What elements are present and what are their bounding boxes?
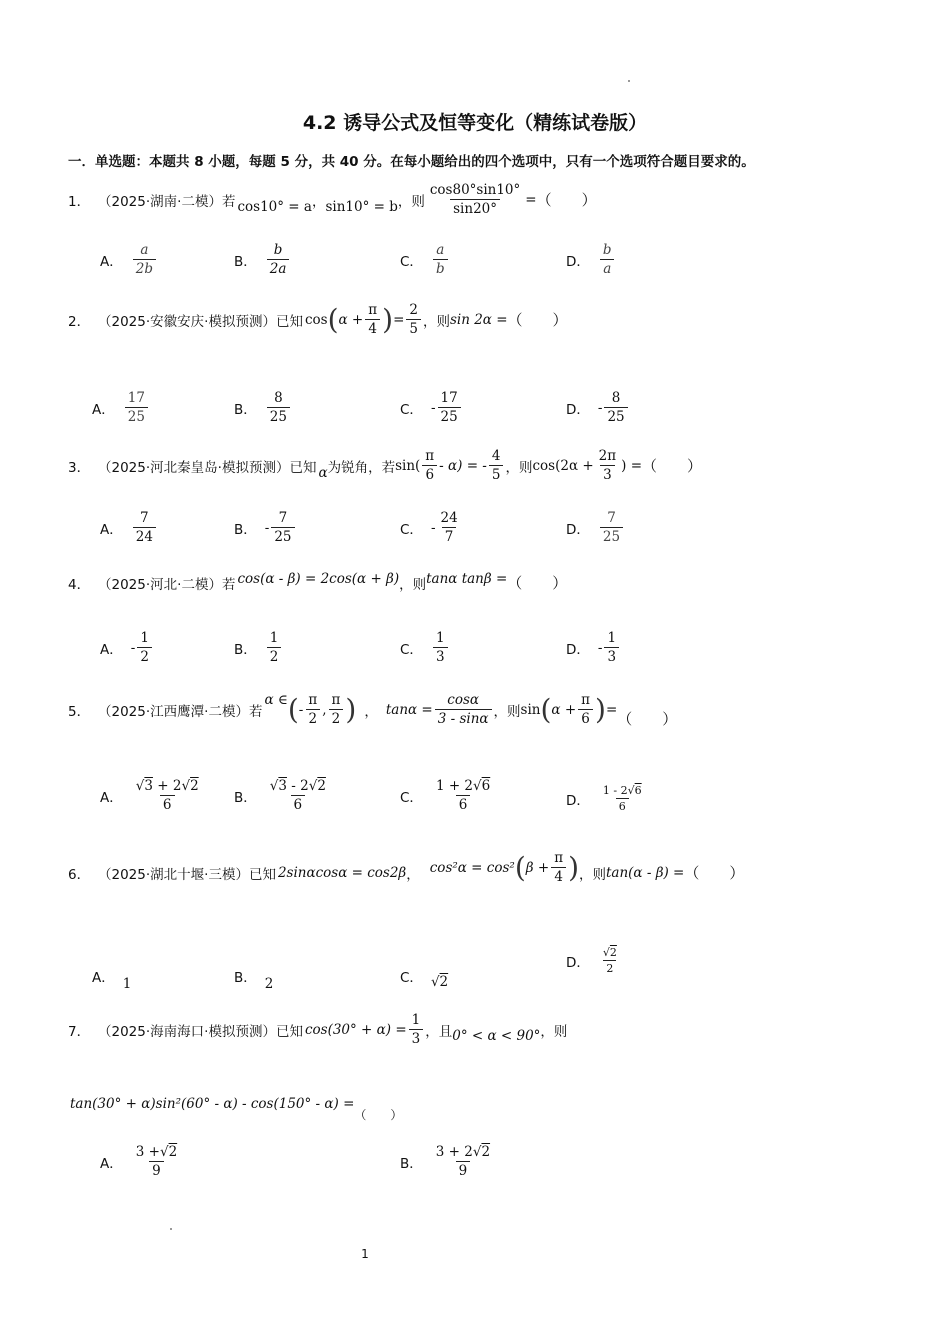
option-label: B． xyxy=(234,401,257,418)
denominator: 3 - sinα xyxy=(435,709,492,727)
denominator: 6 xyxy=(456,795,471,813)
page-title: 4.2 诱导公式及恒等变化（精练试卷版） xyxy=(302,112,648,134)
option-label: A． xyxy=(92,970,115,986)
pi-fraction xyxy=(422,448,437,483)
option-d[interactable] xyxy=(566,510,625,545)
minus-sign: - xyxy=(597,639,603,656)
pi-fraction xyxy=(578,692,593,727)
left-paren: ( xyxy=(540,692,552,726)
option-label: C． xyxy=(400,253,423,270)
answer-blank: （ ） xyxy=(354,1108,403,1122)
denominator: 2 xyxy=(603,960,616,975)
denominator: 5 xyxy=(406,319,421,337)
prefix: 1 + 2 xyxy=(435,778,474,794)
left-paren: ( xyxy=(287,692,299,726)
inner-term: α + xyxy=(338,311,364,328)
numerator: 1 - 2√6 xyxy=(602,784,642,797)
radicand: 2 xyxy=(439,974,449,990)
option-fraction xyxy=(600,946,620,975)
option-fraction xyxy=(433,630,448,665)
minus-sign: - xyxy=(264,519,270,536)
denominator: 25 xyxy=(438,407,461,425)
question-source: （2025·河北秦皇岛·模拟预测）已知 xyxy=(98,459,317,476)
tan-lhs: tanα = xyxy=(385,701,433,718)
option-a[interactable] xyxy=(100,630,154,665)
option-label: C． xyxy=(400,521,423,538)
then-text: ，则 xyxy=(422,313,450,330)
question-number: 2． xyxy=(68,313,91,330)
speck-mark xyxy=(170,1228,172,1230)
option-label: B． xyxy=(234,789,257,806)
option-label: D． xyxy=(566,792,590,809)
numerator: 2 xyxy=(409,302,418,318)
question-7-expression xyxy=(70,1084,402,1123)
tan-expression xyxy=(386,692,494,727)
option-fraction xyxy=(438,510,461,545)
question-source: （2025·江西鹰潭·二模）若 xyxy=(98,703,263,720)
option-c[interactable] xyxy=(400,242,450,277)
radicand: 2 xyxy=(168,1144,178,1160)
question-3 xyxy=(68,448,702,483)
target-expression: tan(α - β) = xyxy=(606,864,685,881)
numerator: cosα xyxy=(447,692,479,708)
minus-sign: - xyxy=(597,399,603,416)
page-number: 1 xyxy=(361,1247,369,1261)
denominator: 2 xyxy=(137,647,152,665)
option-label: D． xyxy=(566,253,590,270)
target-expression: tan(30° + α)sin²(60° - α) - cos(150° - α) = xyxy=(70,1095,355,1112)
denominator: 25 xyxy=(604,407,627,425)
question-source: （2025·海南海口·模拟预测）已知 xyxy=(98,1023,303,1040)
numerator: a xyxy=(140,242,149,258)
then-text: ，则 xyxy=(493,703,521,720)
denominator: a xyxy=(600,259,614,277)
right-paren: ) xyxy=(382,302,394,336)
option-a[interactable] xyxy=(100,242,158,277)
question-7 xyxy=(68,1012,567,1047)
pi-fraction xyxy=(329,692,344,727)
numerator: π xyxy=(331,692,341,708)
option-d[interactable] xyxy=(566,390,630,425)
then-text: ，则 xyxy=(540,1023,568,1040)
question-number: 3． xyxy=(68,459,91,476)
separator: ， xyxy=(406,866,420,883)
option-label: C． xyxy=(400,401,423,418)
question-6 xyxy=(68,850,745,885)
option-fraction xyxy=(433,1144,493,1179)
left-paren: ( xyxy=(327,302,339,336)
prefix: 1 - 2 xyxy=(602,784,628,797)
numerator: 7 xyxy=(140,510,149,526)
option-fraction xyxy=(267,242,290,277)
option-b[interactable] xyxy=(234,390,292,425)
question-number: 4． xyxy=(68,576,91,593)
option-c[interactable] xyxy=(400,778,495,813)
option-fraction xyxy=(433,242,448,277)
interval-expression xyxy=(264,692,356,727)
numerator: 2π xyxy=(598,448,617,464)
question-source: （2025·河北·二模）若 xyxy=(98,576,236,593)
option-label: C． xyxy=(400,970,423,986)
numerator: cos80°sin10° xyxy=(429,182,521,198)
value-fraction xyxy=(406,302,421,337)
numerator: 24 xyxy=(440,510,458,526)
option-label: A． xyxy=(100,641,123,658)
option-c[interactable] xyxy=(400,962,448,990)
option-b[interactable] xyxy=(234,960,273,992)
option-d[interactable] xyxy=(566,630,621,665)
numerator: 8 xyxy=(611,390,621,406)
numerator: 1 xyxy=(607,630,617,646)
denominator: 9 xyxy=(456,1161,471,1179)
option-a[interactable] xyxy=(100,510,158,545)
denominator: 5 xyxy=(489,465,504,483)
option-b[interactable] xyxy=(400,1144,495,1179)
answer-blank: （ ） xyxy=(507,574,568,592)
numerator: π xyxy=(368,302,378,318)
separator: ，且 xyxy=(425,1023,453,1040)
option-a[interactable] xyxy=(100,778,204,813)
denominator: 3 xyxy=(409,1029,424,1047)
denominator: 2 xyxy=(329,709,344,727)
pi-fraction xyxy=(365,302,380,337)
prefix: 3 + 2 xyxy=(435,1144,473,1160)
sin-function: sin( xyxy=(395,457,421,474)
question-2 xyxy=(68,302,568,337)
question-4 xyxy=(68,572,567,593)
answer-blank: （ ） xyxy=(536,191,597,209)
option-a[interactable] xyxy=(100,1144,182,1179)
option-fraction xyxy=(267,630,282,665)
option-fraction xyxy=(433,778,493,813)
numerator: 7 xyxy=(278,510,288,526)
option-d[interactable] xyxy=(566,784,647,813)
denominator: 3 xyxy=(604,647,619,665)
denominator: 2b xyxy=(133,259,156,277)
closing-term: ) = xyxy=(621,457,643,474)
then-text: ，则 xyxy=(505,459,533,476)
numerator: π xyxy=(425,448,435,464)
radicand: 3 xyxy=(144,778,153,794)
numerator: b xyxy=(273,242,283,258)
option-label: A． xyxy=(100,1155,123,1172)
speck-mark xyxy=(628,80,630,82)
answer-blank: （ ） xyxy=(617,710,678,728)
radicand: 6 xyxy=(481,778,491,794)
cos-function: cos(2α + xyxy=(532,457,594,474)
option-label: A． xyxy=(100,521,123,538)
denominator: 6 xyxy=(616,798,629,813)
minus-sign: - xyxy=(430,519,436,536)
option-label: B． xyxy=(234,970,257,986)
option-c[interactable] xyxy=(400,510,463,545)
right-paren: ) xyxy=(568,850,579,884)
numerator: 7 xyxy=(607,510,616,526)
question-number: 7． xyxy=(68,1023,91,1040)
numerator: 4 xyxy=(491,448,501,464)
denominator: 25 xyxy=(125,407,148,425)
denominator: 6 xyxy=(160,795,175,813)
denominator: 2a xyxy=(267,259,290,277)
condition-text: 为锐角，若 xyxy=(327,459,396,476)
option-fraction xyxy=(133,510,156,545)
option-label: D． xyxy=(566,401,590,418)
numerator: 3 + 2√2 xyxy=(435,1144,491,1160)
separator: ， xyxy=(364,703,378,720)
option-fraction xyxy=(125,390,148,425)
option-fraction xyxy=(600,784,645,813)
radicand: 6 xyxy=(634,784,642,797)
option-fraction xyxy=(133,1144,180,1179)
option-c[interactable] xyxy=(400,630,450,665)
option-label: B． xyxy=(234,521,257,538)
denominator: 6 xyxy=(578,709,593,727)
minus-sign: - xyxy=(130,639,136,656)
minus-sign: - xyxy=(430,399,436,416)
option-d[interactable] xyxy=(566,242,617,277)
numerator: 1 xyxy=(435,630,445,646)
option-value: 2 xyxy=(264,976,274,992)
option-a[interactable] xyxy=(92,390,150,425)
denominator: 6 xyxy=(422,465,437,483)
condition-1: 2sinαcosα = cos2β xyxy=(277,864,407,881)
condition-expression: cos(α - β) = 2cos(α + β) xyxy=(237,570,400,587)
option-label: B． xyxy=(400,1155,423,1172)
option-fraction xyxy=(133,778,202,813)
denominator: 25 xyxy=(267,407,290,425)
option-a[interactable] xyxy=(92,960,131,992)
option-fraction xyxy=(267,778,329,813)
option-b[interactable] xyxy=(234,778,331,813)
question-5 xyxy=(68,690,677,729)
question-source: （2025·湖北十堰·三模）已知 xyxy=(98,866,276,883)
left-paren: ( xyxy=(514,850,526,884)
condition-2: 0° < α < 90° xyxy=(452,1027,541,1044)
target-expression xyxy=(521,692,618,727)
condition-1 xyxy=(305,1012,425,1047)
numerator: π xyxy=(554,850,564,866)
question-source: （2025·湖南·二模）若 xyxy=(98,193,236,210)
numerator: √3 - 2√2 xyxy=(269,778,326,794)
condition-2 xyxy=(430,850,579,885)
option-label: C． xyxy=(400,641,423,658)
option-fraction xyxy=(267,390,290,425)
operator: + 2 xyxy=(157,778,182,794)
target-expression: sin 2α = xyxy=(449,311,508,328)
option-label: A． xyxy=(100,253,123,270)
option-label: C． xyxy=(400,789,423,806)
option-b[interactable] xyxy=(234,242,291,277)
denominator: 24 xyxy=(133,527,156,545)
option-c[interactable] xyxy=(400,390,463,425)
equals-sign: = xyxy=(605,701,618,718)
denominator: 7 xyxy=(442,527,457,545)
option-fraction xyxy=(604,390,627,425)
option-label: D． xyxy=(566,641,590,658)
numerator: √3 + 2√2 xyxy=(135,778,199,794)
option-fraction xyxy=(137,630,152,665)
target-expression: tanα tanβ = xyxy=(426,570,508,587)
radicand: 2 xyxy=(190,778,199,794)
denominator: 6 xyxy=(291,795,306,813)
then-text: ，则 xyxy=(397,193,425,210)
option-label: D． xyxy=(566,954,590,971)
answer-blank: （ ） xyxy=(507,311,568,329)
denominator: 25 xyxy=(600,527,623,545)
right-paren: ) xyxy=(595,692,606,726)
denominator: 4 xyxy=(551,867,566,885)
question-number: 1． xyxy=(68,193,91,210)
condition-expression xyxy=(395,448,505,483)
answer-blank: （ ） xyxy=(684,864,745,882)
right-paren: ) xyxy=(345,692,357,726)
option-fraction xyxy=(600,242,615,277)
target-expression xyxy=(532,448,642,483)
denominator: 2 xyxy=(306,709,321,727)
separator: ， xyxy=(311,193,326,210)
numerator: a xyxy=(436,242,445,258)
denominator: 4 xyxy=(365,319,380,337)
section-heading: 一．单选题：本题共 8 小题，每题 5 分，共 40 分。在每小题给出的四个选项中，只有一个选项符合题目要求的。 xyxy=(68,154,755,170)
denominator: b xyxy=(433,259,448,277)
option-value: 1 xyxy=(122,976,132,992)
numerator: b xyxy=(602,242,612,258)
question-1 xyxy=(68,182,597,217)
radicand: 2 xyxy=(481,1144,491,1160)
cos-expression: cos(30° + α) = xyxy=(304,1021,407,1038)
option-label: A． xyxy=(100,789,123,806)
numerator: 1 + 2√6 xyxy=(435,778,491,794)
cos-squared: cos²α = cos² xyxy=(429,859,515,876)
expression-fraction xyxy=(427,182,523,217)
pi-fraction xyxy=(551,850,566,885)
option-label: D． xyxy=(566,521,590,538)
denominator: 25 xyxy=(271,527,294,545)
prefix: 3 + xyxy=(135,1144,160,1160)
option-fraction xyxy=(271,510,294,545)
numerator: 1 xyxy=(269,630,279,646)
numerator: 3 +√2 xyxy=(135,1144,178,1160)
then-text: ，则 xyxy=(579,866,606,883)
option-fraction xyxy=(600,510,623,545)
condition-expression xyxy=(305,302,423,337)
question-source: （2025·安徽安庆·模拟预测）已知 xyxy=(98,313,303,330)
numerator: 8 xyxy=(274,390,283,406)
numerator: 17 xyxy=(440,390,458,406)
option-label: A． xyxy=(92,401,115,418)
value-fraction xyxy=(489,448,504,483)
option-fraction xyxy=(133,242,156,277)
cos-function: cos xyxy=(304,311,328,328)
radicand: 3 xyxy=(278,778,287,794)
numerator: 17 xyxy=(127,390,145,406)
denominator: 9 xyxy=(149,1161,164,1179)
equals-sign: = xyxy=(393,311,405,328)
numerator: √2 xyxy=(602,946,617,959)
inner-term: β + xyxy=(525,859,550,876)
sin-function: sin xyxy=(520,701,541,718)
variable-alpha: α xyxy=(318,464,328,481)
answer-blank: （ ） xyxy=(642,457,703,475)
numerator: π xyxy=(581,692,591,708)
option-b[interactable] xyxy=(234,510,297,545)
option-label: B． xyxy=(234,253,257,270)
rest-term: - α) = - xyxy=(439,457,487,474)
value-fraction xyxy=(409,1012,424,1047)
operator: - 2 xyxy=(291,778,309,794)
option-fraction xyxy=(438,390,461,425)
option-fraction xyxy=(604,630,619,665)
comma: , xyxy=(322,701,327,718)
alpha-in: α ∈ xyxy=(264,691,288,708)
radicand: 2 xyxy=(317,778,326,794)
denominator: 3 xyxy=(600,465,615,483)
pi-fraction xyxy=(305,692,320,727)
numerator: π xyxy=(308,692,318,708)
numerator: 1 xyxy=(140,630,149,646)
condition-cos: cos10° = a xyxy=(237,198,312,215)
question-number: 5． xyxy=(68,703,91,720)
denominator: 2 xyxy=(267,647,282,665)
option-d[interactable] xyxy=(566,946,622,975)
question-number: 6． xyxy=(68,866,91,883)
radicand: 2 xyxy=(609,946,617,959)
minus-sign: - xyxy=(298,701,304,718)
denominator: sin20° xyxy=(450,199,500,217)
inner-term: α + xyxy=(551,701,577,718)
option-value: √2 xyxy=(430,974,449,990)
equals-sign: = xyxy=(525,191,537,208)
condition-sin: sin10° = b xyxy=(325,198,398,215)
pi-fraction xyxy=(596,448,619,483)
denominator: 3 xyxy=(433,647,448,665)
option-b[interactable] xyxy=(234,630,283,665)
option-label: B． xyxy=(234,641,257,658)
then-text: ，则 xyxy=(399,576,427,593)
tan-fraction xyxy=(435,692,492,727)
numerator: 1 xyxy=(411,1012,421,1028)
